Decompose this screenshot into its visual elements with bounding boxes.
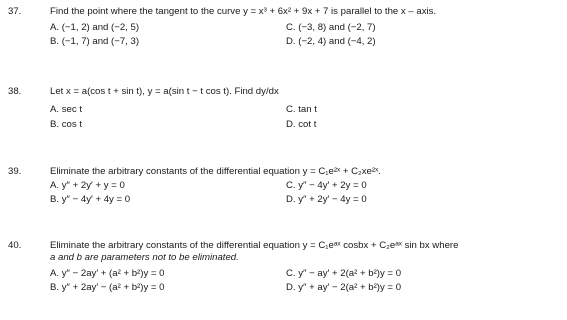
option-c: C. tan t bbox=[286, 104, 317, 115]
question-37 bbox=[0, 6, 567, 66]
option-d: D. y″ + ay′ − 2(a² + b²)y = 0 bbox=[286, 282, 402, 293]
question-stem: Eliminate the arbitrary constants of the differential equation y = C₁e²ˣ + C₂xe²ˣ. bbox=[50, 166, 381, 177]
question-number: 37. bbox=[8, 6, 22, 17]
option-a: A. (−1, 2) and (−2, 5) bbox=[50, 22, 140, 33]
option-d: D. (−2, 4) and (−4, 2) bbox=[286, 36, 376, 47]
option-b: B. y″ + 2ay′ − (a² + b²)y = 0 bbox=[50, 282, 165, 293]
question-number: 38. bbox=[8, 86, 22, 97]
question-stem-continued: a and b are parameters not to be eliminated. bbox=[50, 252, 239, 263]
question-stem: Eliminate the arbitrary constants of the differential equation y = C₁eᵃˣ cosbx + C₂eᵃˣ sin bx where bbox=[50, 240, 459, 251]
question-number: 40. bbox=[8, 240, 22, 251]
option-b: B. y″ − 4y′ + 4y = 0 bbox=[50, 194, 131, 205]
question-number: 39. bbox=[8, 166, 22, 177]
question-38 bbox=[0, 86, 567, 146]
option-a: A. sec t bbox=[50, 104, 82, 115]
option-b: B. (−1, 7) and (−7, 3) bbox=[50, 36, 140, 47]
option-a: A. y″ − 2ay′ + (a² + b²)y = 0 bbox=[50, 268, 165, 279]
option-d: D. y″ + 2y′ − 4y = 0 bbox=[286, 194, 367, 205]
option-b: B. cos t bbox=[50, 119, 82, 130]
question-stem: Let x = a(cos t + sin t), y = a(sin t − t cos t). Find dy/dx bbox=[50, 86, 279, 97]
option-c: C. y″ − ay′ + 2(a² + b²)y = 0 bbox=[286, 268, 402, 279]
option-a: A. y″ + 2y′ + y = 0 bbox=[50, 180, 125, 191]
question-39 bbox=[0, 166, 567, 226]
option-c: C. (−3, 8) and (−2, 7) bbox=[286, 22, 376, 33]
question-40 bbox=[0, 240, 567, 316]
question-stem: Find the point where the tangent to the curve y = x³ + 6x² + 9x + 7 is parallel to the x – axis. bbox=[50, 6, 437, 17]
option-d: D. cot t bbox=[286, 119, 317, 130]
option-c: C. y″ − 4y′ + 2y = 0 bbox=[286, 180, 367, 191]
